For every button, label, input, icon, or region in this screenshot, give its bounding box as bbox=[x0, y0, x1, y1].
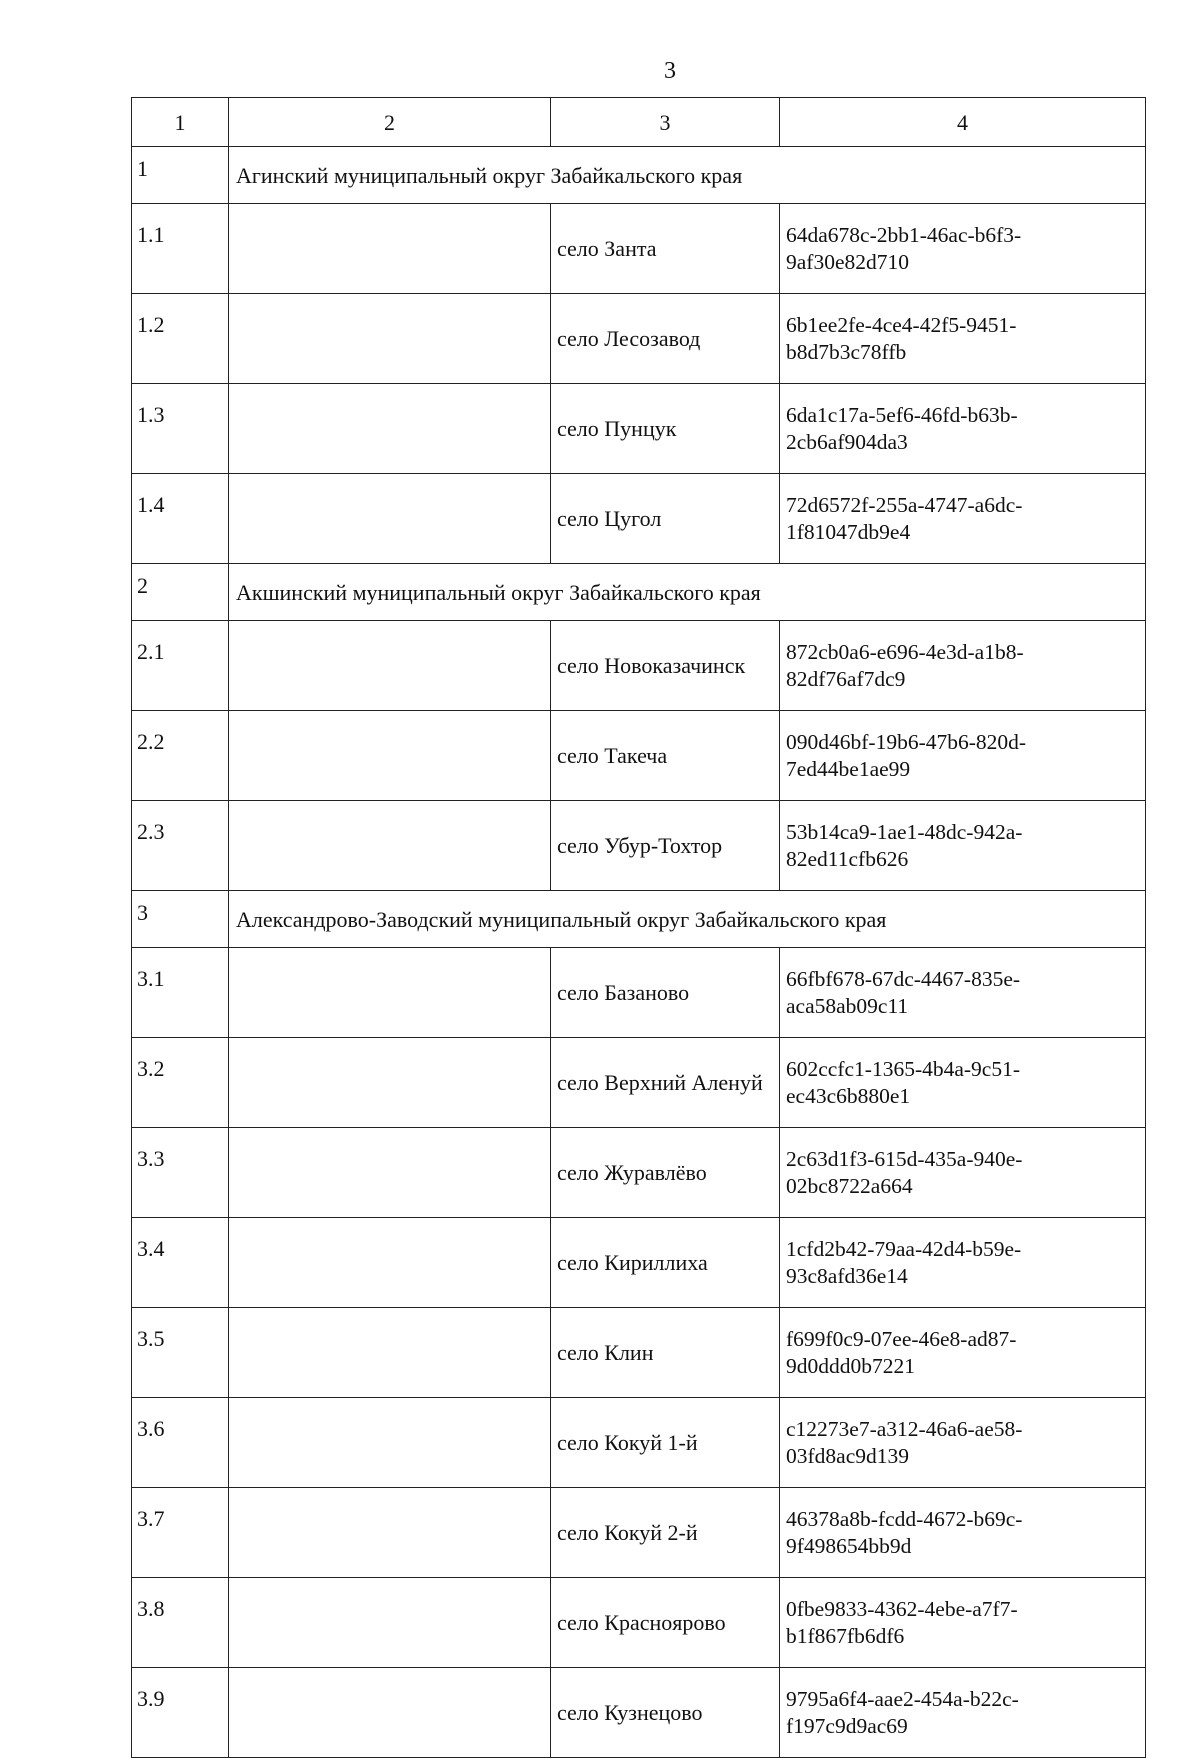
group-row bbox=[132, 564, 1146, 621]
guid-cell bbox=[780, 1488, 1146, 1578]
item-number: 1.1 bbox=[132, 204, 229, 294]
table-row bbox=[132, 1308, 1146, 1398]
page-number: 3 bbox=[664, 58, 676, 84]
guid-cell bbox=[780, 801, 1146, 891]
header-cell-2: 2 bbox=[229, 98, 551, 147]
empty-cell bbox=[229, 1668, 551, 1758]
header-cell-1: 1 bbox=[132, 98, 229, 147]
guid-line-1: 6b1ee2fe-4ce4-42f5-9451- bbox=[786, 312, 1017, 337]
settlement-name: село Занта bbox=[551, 204, 780, 294]
empty-cell bbox=[229, 384, 551, 474]
group-number: 1 bbox=[132, 147, 229, 204]
group-name: Акшинский муниципальный округ Забайкальского края bbox=[229, 564, 1146, 621]
settlement-name: село Пунцук bbox=[551, 384, 780, 474]
empty-cell bbox=[229, 1578, 551, 1668]
empty-cell bbox=[229, 621, 551, 711]
guid-cell bbox=[780, 1398, 1146, 1488]
table-row bbox=[132, 1488, 1146, 1578]
settlement-name: село Базаново bbox=[551, 948, 780, 1038]
table-row bbox=[132, 1398, 1146, 1488]
settlement-name: село Лесозавод bbox=[551, 294, 780, 384]
settlement-name: село Краснoярово bbox=[551, 1578, 780, 1668]
guid-line-2: 82df76af7dc9 bbox=[786, 666, 906, 691]
guid-line-2: f197c9d9ac69 bbox=[786, 1713, 908, 1738]
header-cell-3: 3 bbox=[551, 98, 780, 147]
item-number: 1.3 bbox=[132, 384, 229, 474]
settlement-name: село Клин bbox=[551, 1308, 780, 1398]
empty-cell bbox=[229, 1128, 551, 1218]
guid-cell bbox=[780, 948, 1146, 1038]
guid-line-1: 0fbe9833-4362-4ebe-a7f7- bbox=[786, 1596, 1018, 1621]
item-number: 2.1 bbox=[132, 621, 229, 711]
empty-cell bbox=[229, 474, 551, 564]
table-row bbox=[132, 621, 1146, 711]
group-number: 3 bbox=[132, 891, 229, 948]
item-number: 3.8 bbox=[132, 1578, 229, 1668]
guid-cell bbox=[780, 294, 1146, 384]
guid-line-2: 93c8afd36e14 bbox=[786, 1263, 908, 1288]
empty-cell bbox=[229, 801, 551, 891]
group-row bbox=[132, 891, 1146, 948]
guid-line-2: b8d7b3c78ffb bbox=[786, 339, 907, 364]
settlement-name: село Журавлёво bbox=[551, 1128, 780, 1218]
settlement-name: село Такеча bbox=[551, 711, 780, 801]
guid-cell bbox=[780, 621, 1146, 711]
table-row bbox=[132, 1668, 1146, 1758]
empty-cell bbox=[229, 204, 551, 294]
item-number: 3.1 bbox=[132, 948, 229, 1038]
guid-line-1: 66fbf678-67dc-4467-835e- bbox=[786, 966, 1021, 991]
table-row bbox=[132, 384, 1146, 474]
guid-line-1: 090d46bf-19b6-47b6-820d- bbox=[786, 729, 1027, 754]
table-row bbox=[132, 948, 1146, 1038]
settlement-name: село Кокуй 2-й bbox=[551, 1488, 780, 1578]
table-row bbox=[132, 711, 1146, 801]
table-row bbox=[132, 1218, 1146, 1308]
empty-cell bbox=[229, 1488, 551, 1578]
item-number: 3.9 bbox=[132, 1668, 229, 1758]
settlement-name: село Верхний Аленуй bbox=[551, 1038, 780, 1128]
empty-cell bbox=[229, 1398, 551, 1488]
empty-cell bbox=[229, 948, 551, 1038]
guid-line-2: 2cb6af904da3 bbox=[786, 429, 908, 454]
group-name: Агинский муниципальный округ Забайкальского края bbox=[229, 147, 1146, 204]
header-cell-4: 4 bbox=[780, 98, 1146, 147]
guid-line-2: 1f81047db9e4 bbox=[786, 519, 911, 544]
guid-line-2: 9d0ddd0b7221 bbox=[786, 1353, 915, 1378]
empty-cell bbox=[229, 294, 551, 384]
item-number: 3.2 bbox=[132, 1038, 229, 1128]
guid-line-2: 03fd8ac9d139 bbox=[786, 1443, 909, 1468]
item-number: 3.6 bbox=[132, 1398, 229, 1488]
settlement-name: село Кузнецово bbox=[551, 1668, 780, 1758]
settlement-name: село Новоказачинск bbox=[551, 621, 780, 711]
guid-cell bbox=[780, 1578, 1146, 1668]
item-number: 2.3 bbox=[132, 801, 229, 891]
guid-line-2: 9af30e82d710 bbox=[786, 249, 909, 274]
table-row bbox=[132, 801, 1146, 891]
table-row bbox=[132, 1128, 1146, 1218]
guid-line-2: ec43c6b880e1 bbox=[786, 1083, 911, 1108]
table-row bbox=[132, 474, 1146, 564]
guid-cell bbox=[780, 711, 1146, 801]
guid-line-1: 1cfd2b42-79aa-42d4-b59e- bbox=[786, 1236, 1022, 1261]
group-number: 2 bbox=[132, 564, 229, 621]
empty-cell bbox=[229, 1218, 551, 1308]
item-number: 1.2 bbox=[132, 294, 229, 384]
guid-line-2: b1f867fb6df6 bbox=[786, 1623, 905, 1648]
guid-cell bbox=[780, 1038, 1146, 1128]
settlement-name: село Убур-Тохтор bbox=[551, 801, 780, 891]
guid-line-2: aca58ab09c11 bbox=[786, 993, 909, 1018]
group-row bbox=[132, 147, 1146, 204]
guid-line-2: 9f498654bb9d bbox=[786, 1533, 912, 1558]
group-name: Александрово-Заводский муниципальный округ Забайкальского края bbox=[229, 891, 1146, 948]
table-row bbox=[132, 204, 1146, 294]
guid-line-1: 53b14ca9-1ae1-48dc-942a- bbox=[786, 819, 1023, 844]
guid-line-2: 7ed44be1ae99 bbox=[786, 756, 911, 781]
guid-line-1: 6da1c17a-5ef6-46fd-b63b- bbox=[786, 402, 1018, 427]
guid-line-1: 64da678c-2bb1-46ac-b6f3- bbox=[786, 222, 1022, 247]
settlement-name: село Кокуй 1-й bbox=[551, 1398, 780, 1488]
guid-line-1: 872cb0a6-e696-4e3d-a1b8- bbox=[786, 639, 1024, 664]
guid-line-1: 2c63d1f3-615d-435a-940e- bbox=[786, 1146, 1023, 1171]
header-row bbox=[132, 98, 1146, 147]
guid-cell bbox=[780, 204, 1146, 294]
item-number: 3.7 bbox=[132, 1488, 229, 1578]
table-row bbox=[132, 1578, 1146, 1668]
settlements-table bbox=[131, 97, 1146, 1758]
guid-line-1: 72d6572f-255a-4747-a6dc- bbox=[786, 492, 1023, 517]
item-number: 3.3 bbox=[132, 1128, 229, 1218]
guid-cell bbox=[780, 1308, 1146, 1398]
item-number: 3.5 bbox=[132, 1308, 229, 1398]
settlement-name: село Кириллиха bbox=[551, 1218, 780, 1308]
guid-cell bbox=[780, 474, 1146, 564]
item-number: 3.4 bbox=[132, 1218, 229, 1308]
item-number: 2.2 bbox=[132, 711, 229, 801]
guid-cell bbox=[780, 1668, 1146, 1758]
guid-cell bbox=[780, 1128, 1146, 1218]
guid-line-2: 02bc8722a664 bbox=[786, 1173, 913, 1198]
table-row bbox=[132, 294, 1146, 384]
empty-cell bbox=[229, 1038, 551, 1128]
guid-line-1: 602ccfc1-1365-4b4a-9c51- bbox=[786, 1056, 1021, 1081]
empty-cell bbox=[229, 711, 551, 801]
empty-cell bbox=[229, 1308, 551, 1398]
item-number: 1.4 bbox=[132, 474, 229, 564]
settlement-name: село Цугол bbox=[551, 474, 780, 564]
guid-cell bbox=[780, 1218, 1146, 1308]
guid-cell bbox=[780, 384, 1146, 474]
guid-line-1: c12273e7-a312-46a6-ae58- bbox=[786, 1416, 1023, 1441]
guid-line-1: 9795a6f4-aae2-454a-b22c- bbox=[786, 1686, 1019, 1711]
guid-line-1: 46378a8b-fcdd-4672-b69c- bbox=[786, 1506, 1023, 1531]
guid-line-2: 82ed11cfb626 bbox=[786, 846, 909, 871]
table-row bbox=[132, 1038, 1146, 1128]
guid-line-1: f699f0c9-07ee-46e8-ad87- bbox=[786, 1326, 1017, 1351]
